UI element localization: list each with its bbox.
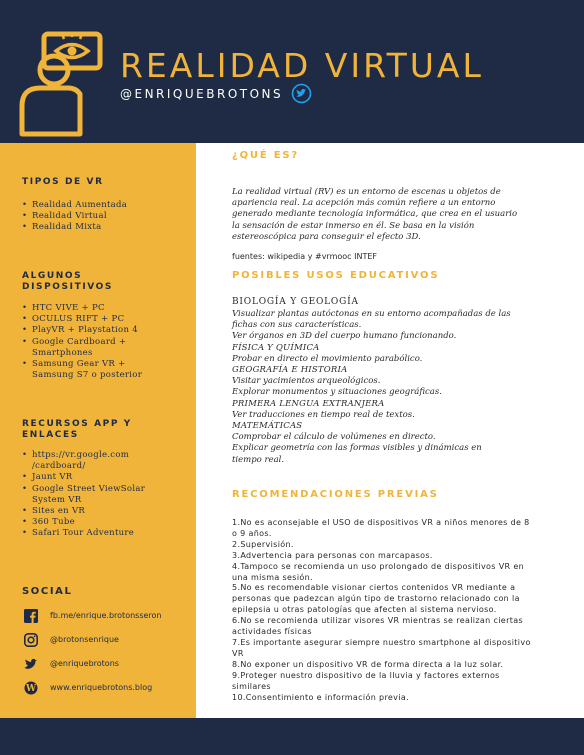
usos-heading: POSIBLES USOS EDUCATIVOS — [232, 270, 440, 281]
list-item: • Jaunt VR — [22, 472, 192, 483]
list-item: 3.Advertencia para personas con marcapasos. — [232, 550, 433, 560]
sidebar — [0, 143, 196, 718]
social-instagram[interactable] — [24, 633, 194, 649]
text-line: Visitar yacimientos arqueológicos. — [232, 376, 381, 387]
recursos-list — [22, 450, 192, 540]
list-item-continuation: Samsung S7 o posterior — [32, 370, 143, 381]
text-line: Ver traducciones en tiempo real de textos. — [232, 409, 415, 420]
vr-user-logo-icon — [14, 22, 114, 138]
social-heading: SOCIAL — [22, 586, 73, 597]
text-line: fichas con sus características. — [232, 320, 362, 331]
text-line: Probar en directo el movimiento parabólico. — [232, 353, 423, 364]
dispositivos-heading — [22, 271, 113, 293]
resource-link-continuation[interactable]: /cardboard/ — [32, 461, 86, 472]
list-item: VR — [232, 648, 244, 658]
subject-title: PRIMERA LENGUA EXTRANJERA — [232, 398, 385, 409]
que-es-heading: ¿QUÉ ES? — [232, 150, 299, 161]
facebook-link[interactable]: fb.me/enrique.brotonsseron — [50, 611, 162, 620]
text-line: Explicar geometría con las formas visibles y dinámicas en — [232, 443, 482, 454]
svg-text:W: W — [25, 684, 37, 695]
subject-title: BIOLOGÍA Y GEOLOGÍA — [232, 297, 359, 307]
tipos-heading: TIPOS DE VR — [22, 177, 104, 187]
list-item: • HTC VIVE + PC — [22, 303, 192, 314]
recursos-heading-line-2: ENLACES — [22, 430, 79, 440]
dispositivos-list — [22, 303, 192, 381]
list-item: similares — [232, 681, 271, 691]
list-item: 8.No exponer un dispositivo VR de forma directa a la luz solar. — [232, 659, 504, 669]
usos-list — [232, 296, 552, 466]
text-line: tiempo real. — [232, 454, 285, 465]
recursos-heading — [22, 419, 132, 441]
list-item-continuation: System VR — [32, 494, 82, 505]
text-line: Ver órganos en 3D del cuerpo humano funcionando. — [232, 331, 457, 342]
sources-note: fuentes: wikipedia y #vrmooc INTEF — [232, 252, 377, 261]
list-item: • Sites en VR — [22, 506, 192, 517]
list-item: o 9 años. — [232, 528, 272, 538]
list-item: • Safari Tour Adventure — [22, 528, 192, 539]
author-handle: @ENRIQUEBROTONS — [120, 87, 284, 101]
blog-link[interactable]: www.enriquebrotons.blog — [50, 683, 153, 692]
instagram-link[interactable]: @brotonsenrique — [50, 635, 119, 644]
list-item: • Realidad Mixta — [22, 222, 192, 233]
twitter-link[interactable]: @enriquebrotons — [50, 659, 119, 668]
list-item: 9.Proteger nuestro dispositivo de la lluvia y factores externos — [232, 670, 500, 680]
list-item: 5.No es recomendable visionar ciertos contenidos VR mediante a — [232, 583, 516, 593]
list-item: 1.No es aconsejable el USO de dispositivos VR a niños menores de 8 — [232, 518, 530, 527]
header-banner — [0, 0, 584, 143]
text-line: apariencia real. La acepción más común refiere a un entorno — [232, 198, 496, 209]
facebook-icon — [24, 609, 38, 623]
list-item: • Realidad Virtual — [22, 211, 192, 222]
list-item: • Realidad Aumentada — [22, 200, 192, 211]
text-line: Comprobar el cálculo de volúmenes en directo. — [232, 432, 436, 443]
text-line: generado mediante tecnología informática, que crea en el usuario — [232, 209, 518, 220]
text-line: La realidad virtual (RV) es un entorno de escenas u objetos de — [232, 187, 501, 197]
instagram-icon — [24, 633, 38, 647]
list-item: una misma sesión. — [232, 572, 313, 582]
twitter-badge-icon[interactable] — [291, 83, 312, 104]
social-facebook[interactable] — [24, 609, 194, 625]
twitter-icon — [24, 657, 38, 671]
subject-title: GEOGRAFÍA E HISTORIA — [232, 365, 348, 376]
dispositivos-heading-line-2: DISPOSITIVOS — [22, 282, 114, 292]
text-line: estereoscópica para conseguir el efecto 3D. — [232, 231, 421, 242]
recursos-heading-line-1: RECURSOS APP Y — [22, 419, 132, 429]
list-item: • 360 Tube — [22, 517, 192, 528]
text-line: la sensación de estar inmerso en él. Se basa en la visión — [232, 220, 475, 231]
que-es-text — [232, 187, 552, 243]
tipos-list — [22, 200, 192, 234]
list-item: 2.Supervisión. — [232, 539, 294, 549]
list-item: • Google Cardboard + — [22, 337, 192, 348]
list-item: 6.No se recomienda utilizar visores VR mientras se realizan ciertas — [232, 616, 523, 626]
list-item: • Google Street ViewSolar — [22, 484, 192, 495]
list-item: personas que padezcan algún tipo de trastorno relacionado con la — [232, 594, 520, 604]
list-item: actividades físicas — [232, 627, 312, 637]
list-item: epilepsia u otras patologías que afecten al sistema nervioso. — [232, 605, 497, 615]
footer-bar — [0, 718, 584, 755]
resource-link[interactable]: • https://vr.google.com — [22, 450, 192, 461]
text-line: Visualizar plantas autóctonas en su entorno acompañadas de las — [232, 309, 511, 319]
list-item: • OCULUS RIFT + PC — [22, 314, 192, 325]
wordpress-icon — [24, 681, 38, 695]
list-item: • Samsung Gear VR + — [22, 359, 192, 370]
subject-title: MATEMÁTICAS — [232, 421, 303, 432]
subject-title: FÍSICA Y QUÍMICA — [232, 342, 320, 353]
list-item: • PlayVR + Playstation 4 — [22, 325, 192, 336]
list-item-continuation: Smartphones — [32, 347, 93, 358]
list-item: 7.Es importante asegurar siempre nuestro smartphone al dispositivo — [232, 637, 531, 647]
recomendaciones-heading: RECOMENDACIONES PREVIAS — [232, 489, 439, 500]
list-item: 4.Tampoco se recomienda un uso prolongado de dispositivos VR en — [232, 561, 525, 571]
page-title: REALIDAD VIRTUAL — [120, 46, 484, 85]
dispositivos-heading-line-1: ALGUNOS — [22, 271, 83, 281]
list-item: 10.Consentimiento e información previa. — [232, 692, 409, 702]
recomendaciones-list — [232, 518, 554, 703]
social-wordpress[interactable] — [24, 681, 194, 697]
text-line: Explorar monumentos y situaciones geográficas. — [232, 387, 442, 398]
social-twitter[interactable] — [24, 657, 194, 673]
